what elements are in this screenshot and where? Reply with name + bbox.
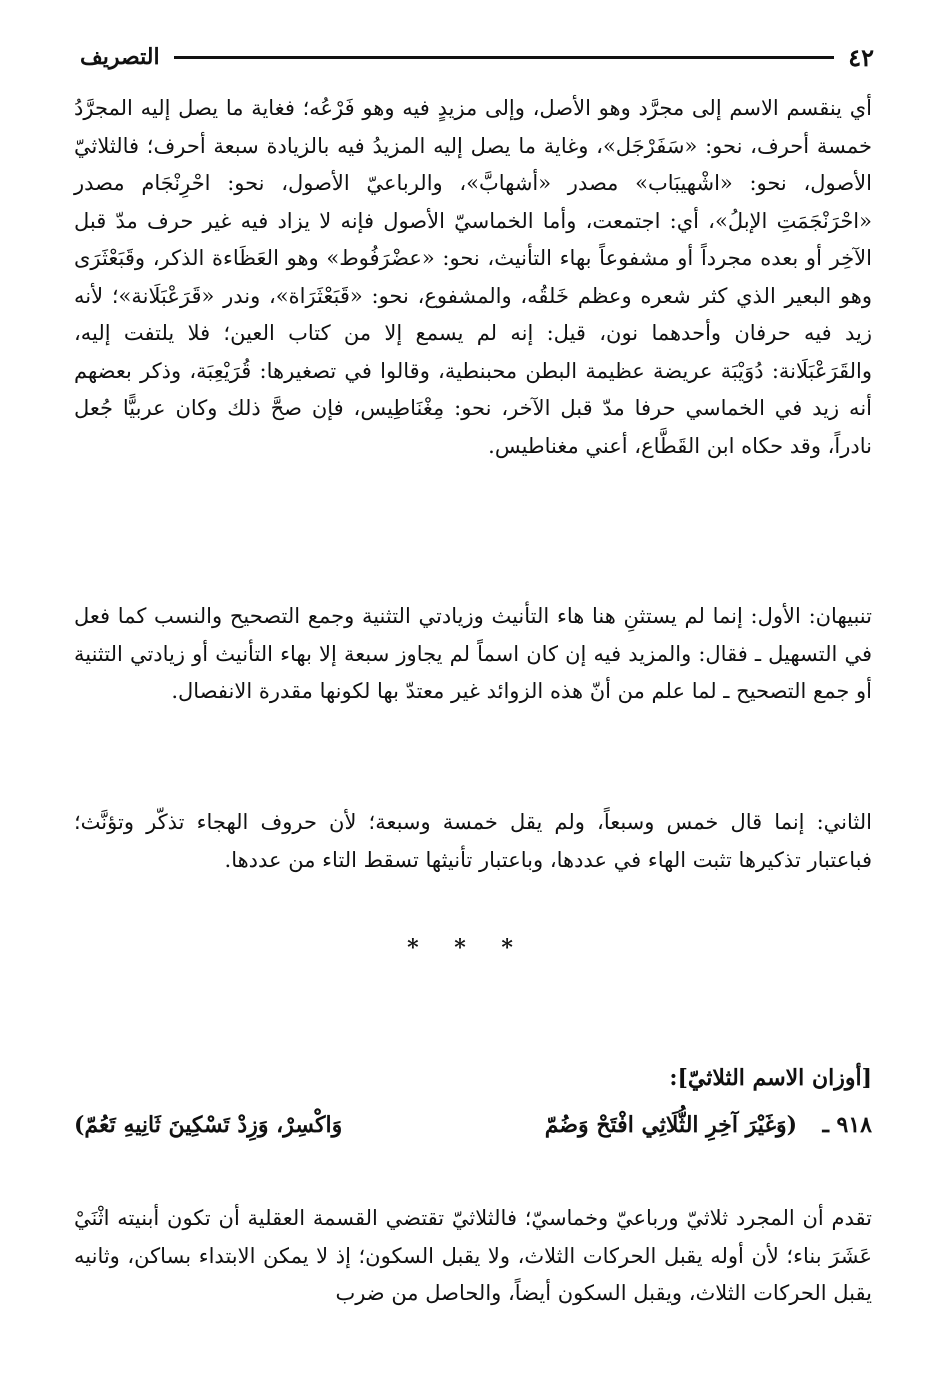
section-heading: [أوزان الاسم الثلاثيّ]: xyxy=(669,1065,872,1091)
paragraph-3: الثاني: إنما قال خمس وسبعاً، ولم يقل خمسة وسبعة؛ لأن حروف الهجاء تذكّر وتؤنَّث؛ فباعتبار تذكيرها تثبت الهاء في عددها، وباعتبار تأنيثها تسقط التاء من عددها. xyxy=(74,810,872,872)
running-title: التصريف xyxy=(80,44,160,70)
section-separator: * * * xyxy=(407,935,527,961)
verse-number: ٩١٨ ـ xyxy=(822,1112,872,1138)
paragraph-1: أي ينقسم الاسم إلى مجرَّد وهو الأصل، وإلى مزيدٍ فيه وهو فَرْعُه؛ فغاية ما يصل إليه المجرَّدُ خمسة أحرف، نحو: «سَفَرْجَل»، وغاية ما يصل إليه المزيدُ فيه بالزيادة سبعة أحرف؛ فالثلاثيّ الأصول، نحو: «اشْهيبَاب» مصدر «أشهابَّ»، والرباعيّ الأصول، نحو: احْرِنْجَام مصدر «احْرَنْجَمَتِ الإبلُ»، أي: اجتمعت، وأما الخماسيّ الأصول فإنه لا يزاد فيه غير حرف مدّ قبل الآخِر أو بعده مجرداً أو مشفوعاً بهاء التأنيث، نحو: «عضْرَفُوط» وهو العَظَاءة الذكر، وقَبَعْثَرَى وهو البعير الذي كثر شعره وعظم خَلقُه، والمشفوع، نحو: «قَبَعْثَرَاة»، وندر «قَرَعْبَلَانة»؛ لأنه زيد فيه حرفان وأحدهما نون، قيل: إنه لم يسمع إلا من كتاب العين؛ فلا يلتفت إليه، والقَرَعْبَلَانة: دُوَيْبَة عريضة عظيمة البطن محبنطية، وقالوا في تصغيرها: قُرَيْعِبَة، وذكر بعضهم أنه زيد في الخماسي حرفا مدّ قبل الآخر، نحو: مِغْنَاطِيس، فإن صحَّ ذلك وكان عربيًّا جُعل نادراً، وقد حكاه ابن القَطَّاع، أعني مغناطيس. xyxy=(74,96,872,458)
verse-hemistich-2: وَاكْسِرْ، وَزِدْ تَسْكِينَ ثَانِيهِ تَعُمّ) xyxy=(74,1112,343,1138)
verse-line xyxy=(74,1112,872,1152)
page-number: ٤٢ xyxy=(848,42,874,72)
header-rule xyxy=(174,56,835,59)
page-header xyxy=(80,40,874,74)
paragraph-2: تنبيهان: الأول: إنما لم يستثنِ هنا هاء التأنيث وزيادتي التثنية وجمع التصحيح والنسب كما فعل في التسهيل ـ فقال: والمزيد فيه إن كان اسماً لم يجاوز سبعة إلا بهاء التأنيث أو زيادتي التثنية أو جمع التصحيح ـ لما علم من أنّ هذه الزوائد غير معتدّ بها لكونها مقدرة الانفصال. xyxy=(74,604,872,703)
verse-hemistich-1: (وَغَيْرَ آخِرِ الثُّلَاثِي افْتَحْ وَضُمّ xyxy=(544,1112,797,1138)
paragraph-4: تقدم أن المجرد ثلاثيّ ورباعيّ وخماسيّ؛ فالثلاثيّ تقتضي القسمة العقلية أن تكون أبنيته اثْنَيْ عَشَرَ بناء؛ لأن أوله يقبل الحركات الثلاث، ولا يقبل السكون؛ إذ لا يمكن الابتداء بساكن، وثانيه يقبل الحركات الثلاث، ويقبل السكون أيضاً، والحاصل من ضرب xyxy=(74,1206,872,1305)
